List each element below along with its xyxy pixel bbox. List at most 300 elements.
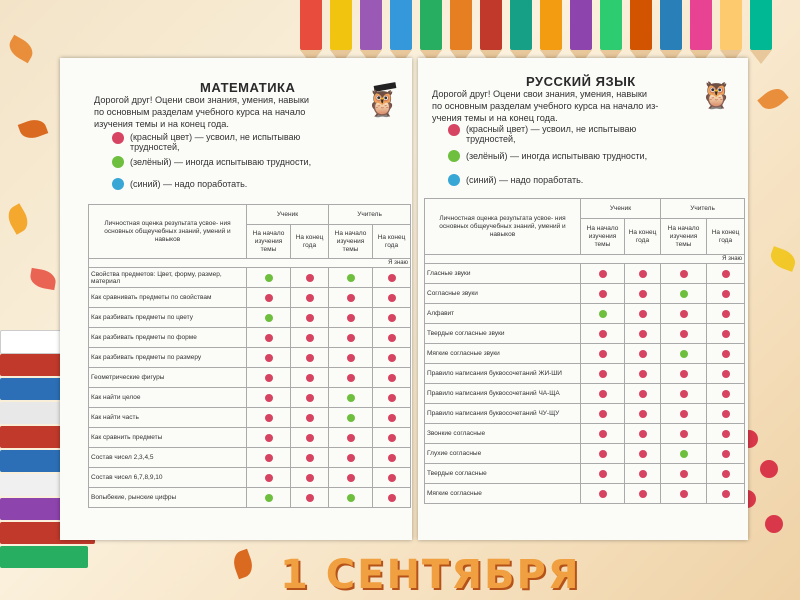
table-row — [89, 268, 411, 288]
mark-cell — [661, 304, 707, 324]
mark-cell — [247, 488, 291, 508]
mark-cell — [707, 364, 745, 384]
table-row — [425, 424, 745, 444]
mark-cell — [291, 368, 329, 388]
mark-cell — [247, 328, 291, 348]
red-dot-icon — [639, 310, 647, 318]
skill-cell: Правило написания буквосочетаний ЧУ-ЩУ — [425, 404, 581, 424]
teacher-end-header: На конец года — [707, 219, 745, 255]
legend-green: (зелёный) — иногда испытываю трудности, — [112, 156, 311, 168]
red-dot-icon — [347, 374, 355, 382]
pencil-icon — [570, 0, 592, 50]
mark-cell — [373, 448, 411, 468]
legend-green: (зелёный) — иногда испытываю трудности, — [448, 150, 647, 162]
red-dot-icon — [722, 410, 730, 418]
mark-cell — [329, 348, 373, 368]
mark-cell — [707, 444, 745, 464]
red-dot-icon — [599, 290, 607, 298]
mark-cell — [373, 308, 411, 328]
skill-cell: Как разбивать предметы по форме — [89, 328, 247, 348]
mark-cell — [247, 288, 291, 308]
mark-cell — [329, 388, 373, 408]
mark-cell — [373, 428, 411, 448]
mark-cell — [661, 424, 707, 444]
green-dot-icon — [347, 494, 355, 502]
green-dot-icon — [599, 310, 607, 318]
table-row — [425, 344, 745, 364]
mark-cell — [329, 488, 373, 508]
red-dot-icon — [388, 454, 396, 462]
mark-cell — [373, 388, 411, 408]
red-dot-icon — [680, 310, 688, 318]
mark-cell — [581, 344, 625, 364]
mark-cell — [661, 364, 707, 384]
red-dot-icon — [388, 274, 396, 282]
mark-cell — [581, 304, 625, 324]
legend-blue: (синий) — надо поработать. — [448, 174, 583, 186]
mark-cell — [291, 408, 329, 428]
intro-text: Дорогой друг! Оцени свои знания, умения, навыки по основным разделам учебного курса на начало изучения темы и на конец года. — [94, 95, 310, 129]
blue-dot-icon — [112, 178, 124, 190]
mark-cell — [247, 308, 291, 328]
mark-cell — [625, 404, 661, 424]
red-dot-icon — [306, 314, 314, 322]
skill-column-header: Личностная оценка результата усвое- ния основных общеучебных знаний, умений и навыков — [89, 205, 247, 259]
red-dot-icon — [265, 434, 273, 442]
ya-znayu-label: Я знаю — [425, 255, 745, 264]
red-dot-icon — [722, 490, 730, 498]
mark-cell — [625, 444, 661, 464]
mark-cell — [291, 428, 329, 448]
page-title: МАТЕМАТИКА — [200, 80, 296, 95]
red-dot-icon — [448, 124, 460, 136]
pencil-icon — [540, 0, 562, 50]
red-dot-icon — [388, 434, 396, 442]
skill-cell: Мягкие согласные звуки — [425, 344, 581, 364]
skill-cell: Как разбивать предметы по цвету — [89, 308, 247, 328]
teacher-start-header: На начало изучения темы — [329, 225, 373, 259]
legend-blue: (синий) — надо поработать. — [112, 178, 247, 190]
red-dot-icon — [639, 350, 647, 358]
mark-cell — [291, 348, 329, 368]
pencil-icon — [300, 0, 322, 50]
pencil-icon — [720, 0, 742, 50]
red-dot-icon — [347, 334, 355, 342]
skill-cell: Вопыбекие, рынские цифры — [89, 488, 247, 508]
owl-icon: 🦉 — [366, 88, 399, 118]
red-dot-icon — [639, 490, 647, 498]
green-dot-icon — [265, 314, 273, 322]
mark-cell — [625, 284, 661, 304]
mark-cell — [625, 364, 661, 384]
skill-cell: Свойства предметов: Цвет, форму, размер, материал — [89, 268, 247, 288]
skill-cell: Как разбивать предметы по размеру — [89, 348, 247, 368]
legend-red: (красный цвет) — усвоил, не испытываю трудностей, — [112, 132, 300, 152]
maple-leaf-icon — [18, 116, 49, 142]
red-dot-icon — [265, 474, 273, 482]
red-dot-icon — [599, 350, 607, 358]
pencil-icon — [510, 0, 532, 50]
table-row — [89, 488, 411, 508]
table-row — [425, 464, 745, 484]
pencil-icon — [690, 0, 712, 50]
mark-cell — [329, 288, 373, 308]
student-start-header: На начало изучения темы — [247, 225, 291, 259]
mark-cell — [247, 428, 291, 448]
mark-cell — [707, 464, 745, 484]
mark-cell — [329, 448, 373, 468]
table-row — [89, 388, 411, 408]
red-dot-icon — [680, 470, 688, 478]
mark-cell — [707, 284, 745, 304]
table-row — [89, 288, 411, 308]
red-dot-icon — [388, 374, 396, 382]
table-row — [425, 384, 745, 404]
mark-cell — [247, 468, 291, 488]
banner-title: 1 СЕНТЯБРЯ — [280, 552, 581, 598]
mark-cell — [707, 484, 745, 504]
red-dot-icon — [639, 270, 647, 278]
red-dot-icon — [599, 410, 607, 418]
red-dot-icon — [388, 354, 396, 362]
mark-cell — [247, 348, 291, 368]
mark-cell — [625, 304, 661, 324]
maple-leaf-icon — [757, 84, 788, 115]
skill-cell: Правило написания буквосочетаний ЧА-ЩА — [425, 384, 581, 404]
mark-cell — [291, 448, 329, 468]
intro-text: Дорогой друг! Оцени свои знания, умения, навыки по основным разделам учебного курса на начало из- учения темы и на конец года. — [432, 89, 659, 123]
pencils-decoration — [300, 0, 800, 60]
student-header: Ученик — [581, 199, 661, 219]
green-dot-icon — [680, 290, 688, 298]
pencil-icon — [660, 0, 682, 50]
red-dot-icon — [639, 470, 647, 478]
pencil-icon — [630, 0, 652, 50]
student-start-header: На начало изучения темы — [581, 219, 625, 255]
red-dot-icon — [599, 470, 607, 478]
student-end-header: На конец года — [625, 219, 661, 255]
red-dot-icon — [306, 414, 314, 422]
teacher-header: Учитель — [329, 205, 411, 225]
mark-cell — [247, 268, 291, 288]
red-dot-icon — [722, 350, 730, 358]
red-dot-icon — [388, 334, 396, 342]
green-dot-icon — [265, 494, 273, 502]
mark-cell — [707, 384, 745, 404]
mark-cell — [661, 484, 707, 504]
red-dot-icon — [639, 390, 647, 398]
red-dot-icon — [265, 374, 273, 382]
red-dot-icon — [306, 374, 314, 382]
red-dot-icon — [722, 450, 730, 458]
maple-leaf-icon — [29, 268, 58, 290]
mark-cell — [247, 388, 291, 408]
red-dot-icon — [347, 454, 355, 462]
skill-cell: Глухие согласные — [425, 444, 581, 464]
red-dot-icon — [347, 314, 355, 322]
skill-column-header: Личностная оценка результата усвое- ния основных общеучебных знаний, умений и навыков — [425, 199, 581, 255]
table-row — [425, 284, 745, 304]
green-dot-icon — [448, 150, 460, 162]
owl-reading-book-icon: 🦉 — [700, 80, 733, 110]
mark-cell — [373, 468, 411, 488]
maple-leaf-icon — [5, 35, 37, 64]
red-dot-icon — [306, 334, 314, 342]
mark-cell — [707, 304, 745, 324]
skill-cell: Геометрические фигуры — [89, 368, 247, 388]
red-dot-icon — [680, 410, 688, 418]
red-dot-icon — [680, 270, 688, 278]
mark-cell — [625, 384, 661, 404]
mark-cell — [625, 264, 661, 284]
mark-cell — [373, 348, 411, 368]
red-dot-icon — [639, 410, 647, 418]
mark-cell — [329, 408, 373, 428]
pencil-icon — [390, 0, 412, 50]
mark-cell — [373, 368, 411, 388]
mark-cell — [661, 324, 707, 344]
mark-cell — [291, 328, 329, 348]
red-dot-icon — [265, 334, 273, 342]
table-row — [89, 368, 411, 388]
red-dot-icon — [347, 434, 355, 442]
mark-cell — [661, 264, 707, 284]
mark-cell — [291, 388, 329, 408]
table-row — [89, 308, 411, 328]
red-dot-icon — [599, 430, 607, 438]
red-dot-icon — [680, 330, 688, 338]
table-row — [89, 348, 411, 368]
table-row — [425, 444, 745, 464]
mark-cell — [329, 268, 373, 288]
page-title: РУССКИЙ ЯЗЫК — [526, 74, 636, 89]
flower-icon — [760, 460, 778, 478]
mark-cell — [581, 444, 625, 464]
table-row — [89, 408, 411, 428]
red-dot-icon — [722, 330, 730, 338]
legend-red: (красный цвет) — усвоил, не испытываю трудностей, — [448, 124, 636, 144]
red-dot-icon — [306, 434, 314, 442]
mark-cell — [661, 464, 707, 484]
red-dot-icon — [639, 290, 647, 298]
red-dot-icon — [306, 474, 314, 482]
pencil-icon — [480, 0, 502, 50]
red-dot-icon — [639, 330, 647, 338]
red-dot-icon — [722, 290, 730, 298]
skill-cell: Твердые согласные звуки — [425, 324, 581, 344]
mark-cell — [581, 284, 625, 304]
teacher-end-header: На конец года — [373, 225, 411, 259]
red-dot-icon — [722, 310, 730, 318]
red-dot-icon — [722, 370, 730, 378]
red-dot-icon — [265, 294, 273, 302]
green-dot-icon — [112, 156, 124, 168]
math-page — [60, 58, 412, 540]
green-dot-icon — [680, 450, 688, 458]
red-dot-icon — [306, 494, 314, 502]
skill-cell: Алфавит — [425, 304, 581, 324]
green-dot-icon — [347, 274, 355, 282]
teacher-start-header: На начало изучения темы — [661, 219, 707, 255]
russian-page — [418, 58, 748, 540]
red-dot-icon — [306, 294, 314, 302]
table-row — [89, 448, 411, 468]
maple-leaf-icon — [4, 203, 33, 235]
skill-cell: Как сравнить предметы — [89, 428, 247, 448]
mark-cell — [707, 344, 745, 364]
mark-cell — [291, 468, 329, 488]
pencil-icon — [330, 0, 352, 50]
red-dot-icon — [599, 330, 607, 338]
ya-znayu-label: Я знаю — [89, 259, 411, 268]
mark-cell — [661, 384, 707, 404]
mark-cell — [707, 324, 745, 344]
blue-dot-icon — [448, 174, 460, 186]
red-dot-icon — [306, 454, 314, 462]
table-row — [425, 404, 745, 424]
mark-cell — [291, 308, 329, 328]
red-dot-icon — [599, 490, 607, 498]
book-icon — [0, 546, 88, 568]
red-dot-icon — [388, 474, 396, 482]
red-dot-icon — [599, 370, 607, 378]
mark-cell — [661, 344, 707, 364]
maple-leaf-icon — [230, 549, 256, 580]
skill-cell: Как найти часть — [89, 408, 247, 428]
skill-cell: Правило написания буквосочетаний ЖИ-ШИ — [425, 364, 581, 384]
pencil-icon — [420, 0, 442, 50]
red-dot-icon — [265, 394, 273, 402]
skill-cell: Звонкие согласные — [425, 424, 581, 444]
book-icon — [0, 330, 62, 354]
mark-cell — [581, 484, 625, 504]
teacher-header: Учитель — [661, 199, 745, 219]
red-dot-icon — [265, 414, 273, 422]
red-dot-icon — [347, 354, 355, 362]
table-row — [89, 468, 411, 488]
mark-cell — [581, 384, 625, 404]
mark-cell — [661, 284, 707, 304]
red-dot-icon — [680, 390, 688, 398]
student-end-header: На конец года — [291, 225, 329, 259]
red-dot-icon — [347, 294, 355, 302]
mark-cell — [707, 264, 745, 284]
red-dot-icon — [112, 132, 124, 144]
pencil-icon — [450, 0, 472, 50]
red-dot-icon — [680, 370, 688, 378]
table-row — [425, 364, 745, 384]
mark-cell — [329, 328, 373, 348]
mark-cell — [329, 428, 373, 448]
mark-cell — [373, 328, 411, 348]
student-header: Ученик — [247, 205, 329, 225]
green-dot-icon — [347, 394, 355, 402]
mark-cell — [581, 264, 625, 284]
maple-leaf-icon — [768, 246, 799, 272]
mark-cell — [247, 368, 291, 388]
skill-cell: Как сравнивать предметы по свойствам — [89, 288, 247, 308]
mark-cell — [373, 268, 411, 288]
mark-cell — [581, 424, 625, 444]
mark-cell — [291, 288, 329, 308]
red-dot-icon — [680, 490, 688, 498]
mark-cell — [625, 484, 661, 504]
red-dot-icon — [639, 370, 647, 378]
mark-cell — [329, 308, 373, 328]
skill-cell: Как найти целое — [89, 388, 247, 408]
mark-cell — [329, 468, 373, 488]
red-dot-icon — [599, 450, 607, 458]
green-dot-icon — [265, 274, 273, 282]
mark-cell — [625, 424, 661, 444]
skill-cell: Твердые согласные — [425, 464, 581, 484]
skill-cell: Состав чисел 6,7,8,9,10 — [89, 468, 247, 488]
red-dot-icon — [639, 430, 647, 438]
mark-cell — [581, 364, 625, 384]
table-row — [89, 328, 411, 348]
red-dot-icon — [599, 390, 607, 398]
table-row — [425, 484, 745, 504]
red-dot-icon — [388, 414, 396, 422]
red-dot-icon — [265, 354, 273, 362]
mark-cell — [291, 488, 329, 508]
mark-cell — [373, 488, 411, 508]
pencil-icon — [600, 0, 622, 50]
red-dot-icon — [265, 454, 273, 462]
mark-cell — [625, 344, 661, 364]
red-dot-icon — [388, 494, 396, 502]
mark-cell — [247, 448, 291, 468]
red-dot-icon — [306, 274, 314, 282]
mark-cell — [625, 324, 661, 344]
mark-cell — [291, 268, 329, 288]
pencil-icon — [750, 0, 772, 50]
red-dot-icon — [388, 394, 396, 402]
table-row — [425, 324, 745, 344]
table-row — [425, 304, 745, 324]
mark-cell — [625, 464, 661, 484]
self-assessment-table — [88, 204, 411, 508]
pencil-icon — [360, 0, 382, 50]
red-dot-icon — [639, 450, 647, 458]
self-assessment-table — [424, 198, 745, 504]
red-dot-icon — [306, 394, 314, 402]
red-dot-icon — [388, 314, 396, 322]
red-dot-icon — [599, 270, 607, 278]
green-dot-icon — [680, 350, 688, 358]
skill-cell: Состав чисел 2,3,4,5 — [89, 448, 247, 468]
red-dot-icon — [388, 294, 396, 302]
mark-cell — [661, 444, 707, 464]
mark-cell — [373, 408, 411, 428]
mark-cell — [707, 404, 745, 424]
red-dot-icon — [722, 470, 730, 478]
mark-cell — [581, 464, 625, 484]
flower-icon — [765, 515, 783, 533]
red-dot-icon — [722, 270, 730, 278]
skill-cell: Гласные звуки — [425, 264, 581, 284]
skill-cell: Мягкие согласные — [425, 484, 581, 504]
red-dot-icon — [722, 430, 730, 438]
mark-cell — [373, 288, 411, 308]
red-dot-icon — [306, 354, 314, 362]
mark-cell — [329, 368, 373, 388]
green-dot-icon — [347, 414, 355, 422]
table-row — [89, 428, 411, 448]
mark-cell — [581, 324, 625, 344]
mark-cell — [707, 424, 745, 444]
mark-cell — [247, 408, 291, 428]
